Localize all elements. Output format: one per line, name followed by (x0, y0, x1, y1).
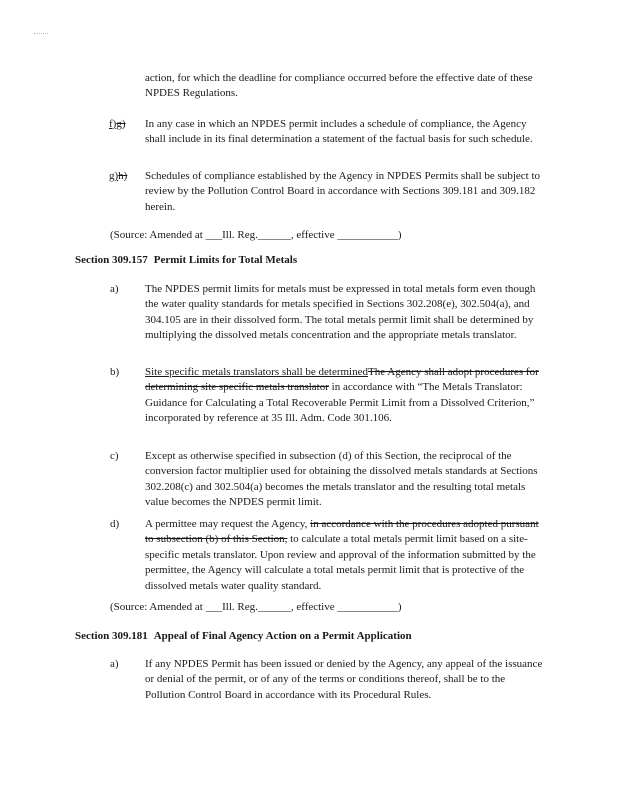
subsection-label-c: c) (110, 450, 119, 462)
inserted-text: Site specific metals translators shall be determined (145, 366, 368, 378)
label-deleted: g) (116, 118, 126, 130)
subsection-label-d: d) (110, 518, 120, 530)
source-note: (Source: Amended at ___Ill. Reg.______, effective ___________) (110, 229, 402, 241)
subsection-text-a: If any NPDES Permit has been issued or denied by the Agency, any appeal of the issuance or denial of the permit, or of any of the terms or conditions thereof, shall be to the Pollution Control Board in accordance with its Procedural Rules. (145, 658, 543, 701)
label-deleted: h) (118, 170, 128, 182)
label-inserted: f) (109, 118, 117, 130)
paragraph-text: in accordance with “The Metals Translator: Guidance for Calculating a Total Recoverable Permit Limit from a Dissolved Criterion,” incorporated by reference at 35 Ill. Adm. Code 301.106. (145, 381, 535, 425)
paragraph-continuation: action, for which the deadline for compliance occurred before the effective date of these NPDES Regulations. (145, 72, 533, 100)
subsection-label-g (109, 117, 126, 132)
subsection-text-b (145, 365, 547, 427)
section-heading-309-181 (75, 629, 412, 644)
section-title: Permit Limits for Total Metals (153, 254, 298, 266)
subsection-label-a: a) (110, 283, 119, 295)
subsection-label-b: b) (110, 366, 120, 378)
paragraph-text: to calculate a total metals permit limit based on a site-specific metals translator. Upon review and approval of the information submitted by the permittee, the Agency will calculate a total metals permit limit that is protective of the dissolved metals water quality standard. (145, 533, 536, 592)
subsection-label-h (109, 169, 127, 184)
subsection-text-g: In any case in which an NPDES permit includes a schedule of compliance, the Agency shall include in its final determination a statement of the factual basis for such schedule. (145, 118, 533, 146)
deleted-text: in accordance with the procedures adopted pursuant to subsection (b) of this Section, (145, 518, 539, 546)
label-inserted: g) (109, 170, 119, 182)
scan-mark (34, 33, 48, 36)
deleted-text: The Agency shall adopt procedures for determining site specific metals translator (145, 366, 539, 394)
subsection-text-a: The NPDES permit limits for metals must be expressed in total metals form even though the water quality standards for metals specified in Sections 302.208(e), 302.504(a), and 304.105 are in their dissolved form. The total metals permit limit shall be determined by multiplying the dissolved metals concentration and the appropriate metals translator. (145, 283, 536, 342)
subsection-text-h: Schedules of compliance established by the Agency in NPDES Permits shall be subject to review by the Pollution Control Board in accordance with Sections 309.181 and 309.182 herein. (145, 170, 541, 213)
section-heading-309-157 (75, 253, 297, 268)
subsection-text-d (145, 517, 545, 594)
paragraph-text: A permittee may request the Agency, (145, 518, 311, 530)
section-number: Section 309.181 (75, 630, 148, 642)
section-number: Section 309.157 (75, 254, 148, 266)
section-title: Appeal of Final Agency Action on a Permit Application (153, 630, 412, 642)
subsection-label-a: a) (110, 658, 119, 670)
source-note: (Source: Amended at ___Ill. Reg.______, effective ___________) (110, 601, 402, 613)
subsection-text-c: Except as otherwise specified in subsection (d) of this Section, the reciprocal of the conversion factor multiplier used for obtaining the dissolved metals standards at Sections 302.208(c) and 302.504(a) becomes the metals translator and the resulting total metals value becomes the NPDES permit limit. (145, 450, 538, 509)
